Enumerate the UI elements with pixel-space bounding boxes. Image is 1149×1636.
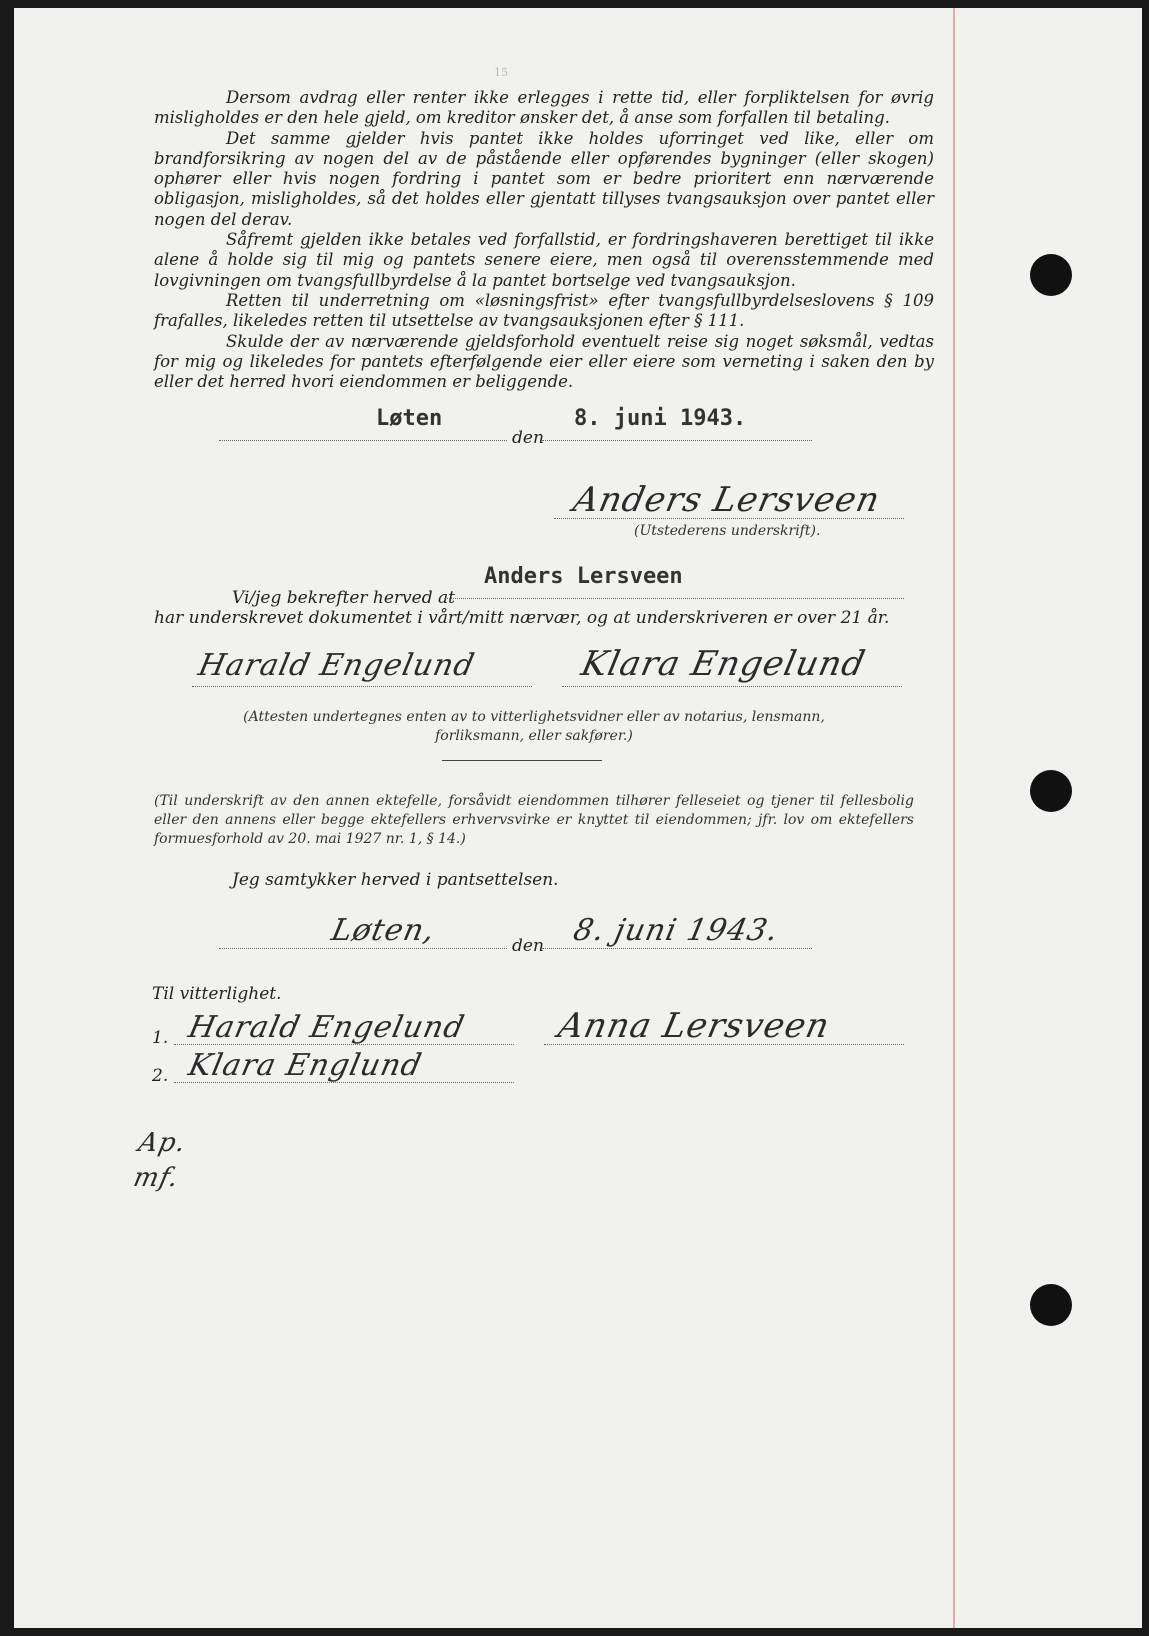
witness-dotted-line-2 xyxy=(562,686,902,687)
place-dotted-line xyxy=(219,440,507,441)
margin-rule xyxy=(953,8,955,1628)
witness-number-1: 1. xyxy=(152,1028,169,1048)
punch-hole xyxy=(1030,770,1072,812)
place-dotted-line-2 xyxy=(219,948,507,949)
witness-signature-1: Harald Engelund xyxy=(195,648,478,683)
witness-number-2: 2. xyxy=(152,1066,169,1086)
confirm-continuation: har underskrevet dokumentet i vårt/mitt nærvær, og at underskriveren er over 21 år. xyxy=(154,608,890,628)
date-dotted-line xyxy=(542,440,812,441)
paragraph: Det samme gjelder hvis pantet ikke holdes uforringet ved like, eller om brandforsikring av nogen del av de påstående eller opførendes bygninger (eller skogen) ophører eller hvis nogen fordring i pantet som er bedre prioritert enn nærværende obligasjon, misligholdes, så det holdes eller gjentatt tillyses tvangsauksjon over pantet eller nogen del derav. xyxy=(154,128,934,229)
faint-stamp: 15 xyxy=(494,66,508,79)
confirm-prefix: Vi/jeg bekrefter herved at xyxy=(232,588,455,608)
den-label: den xyxy=(512,428,544,448)
paragraph: Dersom avdrag eller renter ikke erlegges i rette tid, eller forpliktelsen for øvrig misligholdes er den hele gjeld, om kreditor ønsker det, å anse som forfallen til betaling. xyxy=(154,88,934,128)
paragraph: Såfremt gjelden ikke betales ved forfallstid, er fordringshaveren berettiget til ikke alene å holde sig til mig og pantets senere eiere, men også til overensstemmende med lovgivningen om tvangsfullbyrdelse å la pantet bortselge ved tvangsauksjon. xyxy=(154,230,934,290)
vitterlighet-signature-2: Klara Englund xyxy=(185,1048,426,1083)
spouse-line xyxy=(544,1044,904,1045)
date-dotted-line-2 xyxy=(542,948,812,949)
spouse-signature: Anna Lersveen xyxy=(554,1006,834,1046)
paragraph: Skulde der av nærværende gjeldsforhold eventuelt reise sig noget søksmål, vedtas for mig og likeledes for pantets efterfølgende eier eller eiere som verneting i saken den by eller det herred hvori eiendommen er beliggende. xyxy=(154,331,934,392)
punch-hole xyxy=(1030,254,1072,296)
place-handwritten: Løten, xyxy=(328,913,439,948)
name-dotted-line xyxy=(444,598,904,599)
witness-label: Til vitterlighet. xyxy=(152,984,282,1004)
signature-dotted-line xyxy=(554,518,904,519)
spouse-note: (Til underskrift av den annen ektefelle, forsåvidt eiendommen tilhører felleseiet og tjener til fellesbolig eller den annens eller begge ektefellers erhvervsvirke er knyttet til eiendommen; jfr. lov om ektefellers formuesforhold av 20. mai 1927 nr. 1, § 14.) xyxy=(154,793,914,847)
initials-line-1: Ap. xyxy=(135,1128,189,1158)
paragraph: Retten til underretning om «løsningsfrist» efter tvangsfullbyrdelseslovens § 109 frafalles, likeledes retten til utsettelse av tvangsauksjonen efter § 111. xyxy=(154,290,934,331)
date-handwritten: 8. juni 1943. xyxy=(570,913,782,948)
place-typed: Løten xyxy=(376,406,443,431)
witness-signature-2: Klara Engelund xyxy=(577,644,870,684)
confirmed-name: Anders Lersveen xyxy=(484,564,683,589)
document-page xyxy=(14,8,1142,1628)
witness-dotted-line-1 xyxy=(192,686,532,687)
issuer-signature: Anders Lersveen xyxy=(569,480,884,520)
issuer-caption: (Utstederens underskrift). xyxy=(634,523,821,539)
witness-line-2 xyxy=(174,1082,514,1083)
attest-note: (Attesten undertegnes enten av to vitterlighetsvidner eller av notarius, lensmann, forliksmann, eller sakfører.) xyxy=(243,709,825,744)
den-label-2: den xyxy=(512,936,544,956)
vitterlighet-signature-1: Harald Engelund xyxy=(185,1010,468,1045)
punch-hole xyxy=(1030,1284,1072,1326)
date-typed: 8. juni 1943. xyxy=(574,406,747,431)
terms-text xyxy=(154,88,934,392)
divider xyxy=(442,760,602,761)
witness-line-1 xyxy=(174,1044,514,1045)
initials-line-2: mf. xyxy=(130,1163,182,1193)
consent-text: Jeg samtykker herved i pantsettelsen. xyxy=(232,870,559,890)
